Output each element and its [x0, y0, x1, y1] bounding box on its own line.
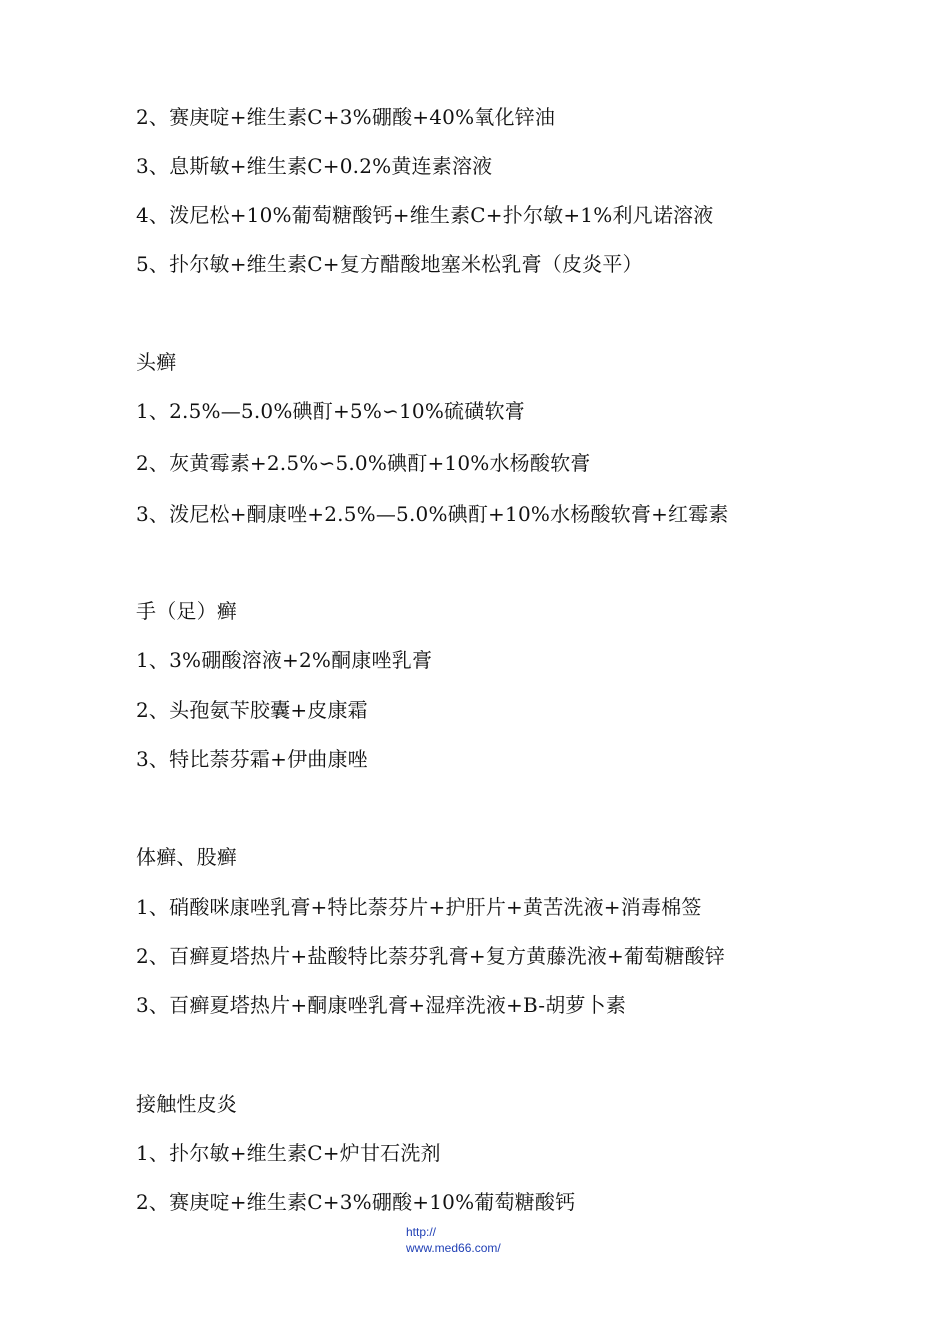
list-item: 1、扑尔敏+维生素C+炉甘石洗剂	[136, 1141, 441, 1165]
section-heading: 体癣、股癣	[136, 845, 237, 869]
list-item: 2、灰黄霉素+2.5%∽5.0%碘酊+10%水杨酸软膏	[136, 451, 591, 475]
list-item: 1、3%硼酸溶液+2%酮康唑乳膏	[136, 648, 433, 672]
list-item: 3、息斯敏+维生素C+0.2%黄连素溶液	[136, 154, 493, 178]
section-heading: 接触性皮炎	[136, 1092, 237, 1116]
footer-link[interactable]	[406, 1224, 501, 1256]
list-item: 3、泼尼松+酮康唑+2.5%—5.0%碘酊+10%水杨酸软膏+红霉素	[136, 502, 729, 526]
list-item: 1、2.5%—5.0%碘酊+5%∽10%硫磺软膏	[136, 399, 525, 423]
list-item: 2、赛庚啶+维生素C+3%硼酸+40%氧化锌油	[136, 105, 556, 129]
list-item: 3、特比萘芬霜+伊曲康唑	[136, 747, 368, 771]
section-heading: 头癣	[136, 350, 177, 374]
list-item: 4、泼尼松+10%葡萄糖酸钙+维生素C+扑尔敏+1%利凡诺溶液	[136, 203, 714, 227]
list-item: 5、扑尔敏+维生素C+复方醋酸地塞米松乳膏（皮炎平）	[136, 252, 643, 276]
list-item: 3、百癣夏塔热片+酮康唑乳膏+湿痒洗液+B-胡萝卜素	[136, 993, 627, 1017]
list-item: 1、硝酸咪康唑乳膏+特比萘芬片+护肝片+黄苦洗液+消毒棉签	[136, 895, 702, 919]
footer-url-line1[interactable]: http://	[406, 1225, 437, 1239]
footer-url-line2[interactable]: www.med66.com/	[406, 1241, 501, 1255]
list-item: 2、赛庚啶+维生素C+3%硼酸+10%葡萄糖酸钙	[136, 1190, 576, 1214]
list-item: 2、头孢氨苄胶囊+皮康霜	[136, 698, 368, 722]
list-item: 2、百癣夏塔热片+盐酸特比萘芬乳膏+复方黄藤洗液+葡萄糖酸锌	[136, 944, 725, 968]
section-heading: 手（足）癣	[136, 599, 237, 623]
